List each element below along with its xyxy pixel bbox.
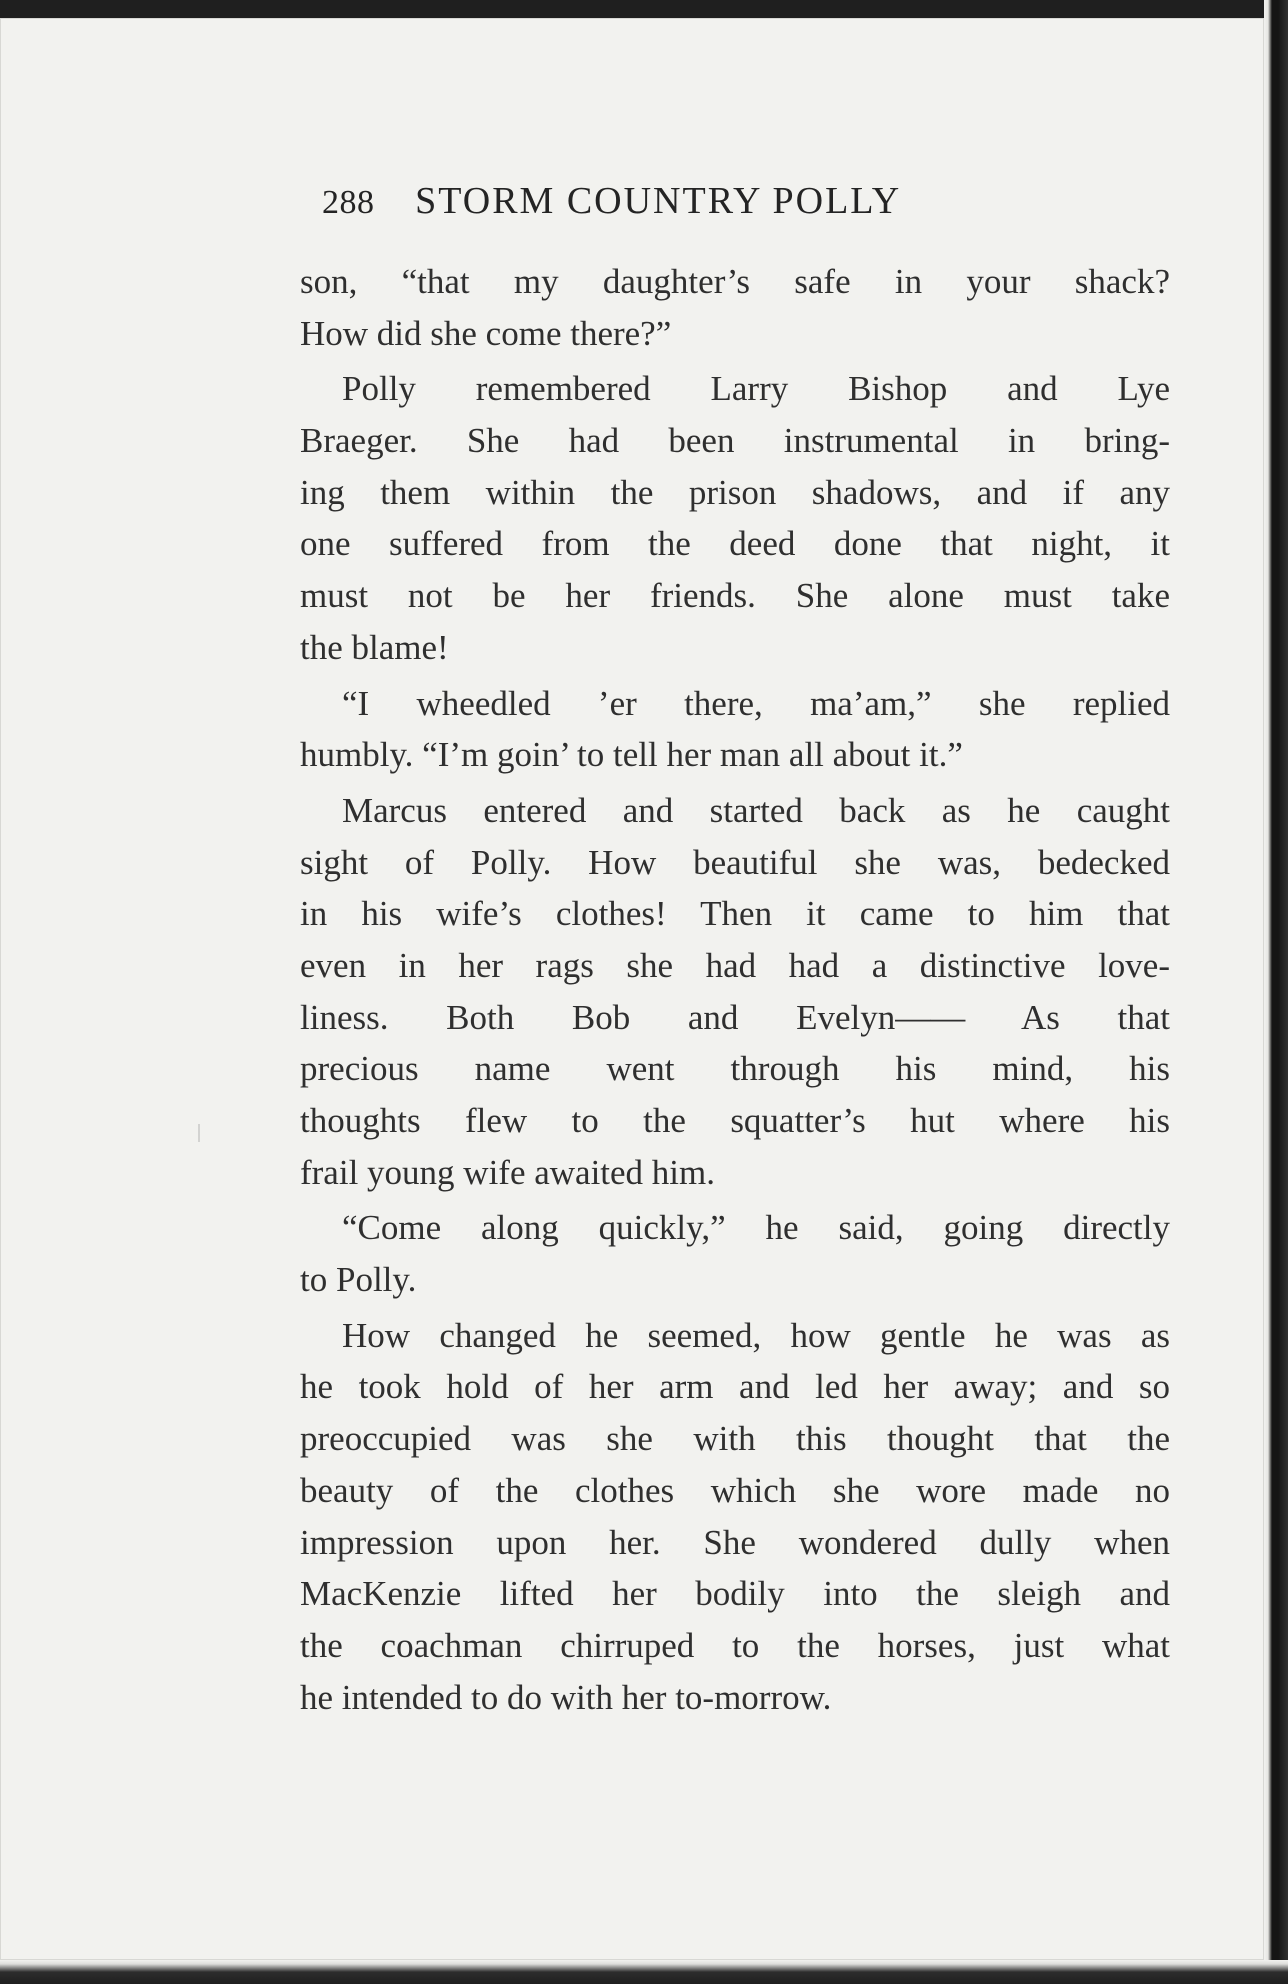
text-line: even in her rags she had had a distinctive love- — [300, 945, 1170, 985]
text-line: beauty of the clothes which she wore made no — [300, 1470, 1170, 1510]
book-page — [0, 18, 1264, 1960]
text-line: precious name went through his mind, his — [300, 1049, 1170, 1089]
text-line: to Polly. — [300, 1260, 417, 1300]
text-line: one suffered from the deed done that night, it — [300, 524, 1170, 564]
text-line: the blame! — [300, 627, 449, 667]
text-line: MacKenzie lifted her bodily into the sleigh and — [300, 1574, 1170, 1614]
body-text — [300, 256, 1170, 1723]
text-line: he took hold of her arm and led her away; and so — [300, 1367, 1170, 1407]
text-line: ing them within the prison shadows, and if any — [300, 472, 1170, 512]
text-line: Marcus entered and started back as he caught — [342, 790, 1170, 830]
book-bottom-edge — [0, 1960, 1288, 1984]
text-line: liness. Both Bob and Evelyn—— As that — [300, 997, 1170, 1037]
running-head: STORM COUNTRY POLLY — [415, 180, 902, 222]
text-line: sight of Polly. How beautiful she was, bedecked — [300, 842, 1170, 882]
text-line: the coachman chirruped to the horses, just what — [300, 1625, 1170, 1665]
text-line: humbly. “I’m goin’ to tell her man all about it.” — [300, 735, 963, 775]
text-line: thoughts flew to the squatter’s hut where his — [300, 1101, 1170, 1140]
book-right-edge — [1264, 0, 1288, 1984]
text-line: must not be her friends. She alone must take — [300, 576, 1170, 616]
page-header — [322, 178, 1112, 236]
scan-mark — [198, 1124, 200, 1142]
text-line: preoccupied was she with this thought that the — [300, 1419, 1170, 1459]
text-line: Polly remembered Larry Bishop and Lye — [342, 369, 1170, 409]
text-line: Braeger. She had been instrumental in bring- — [300, 421, 1170, 461]
text-line: “I wheedled ’er there, ma’am,” she replied — [342, 683, 1170, 723]
text-line: in his wife’s clothes! Then it came to him that — [300, 894, 1170, 934]
text-line: frail young wife awaited him. — [300, 1152, 716, 1192]
text-line: son, “that my daughter’s safe in your shack? — [300, 262, 1170, 301]
page-number: 288 — [322, 184, 375, 221]
text-line: he intended to do with her to-morrow. — [300, 1677, 832, 1717]
text-line: impression upon her. She wondered dully when — [300, 1522, 1170, 1562]
text-line: How did she come there?” — [300, 313, 672, 353]
text-line: How changed he seemed, how gentle he was as — [342, 1315, 1170, 1355]
text-line: “Come along quickly,” he said, going directly — [342, 1208, 1170, 1248]
